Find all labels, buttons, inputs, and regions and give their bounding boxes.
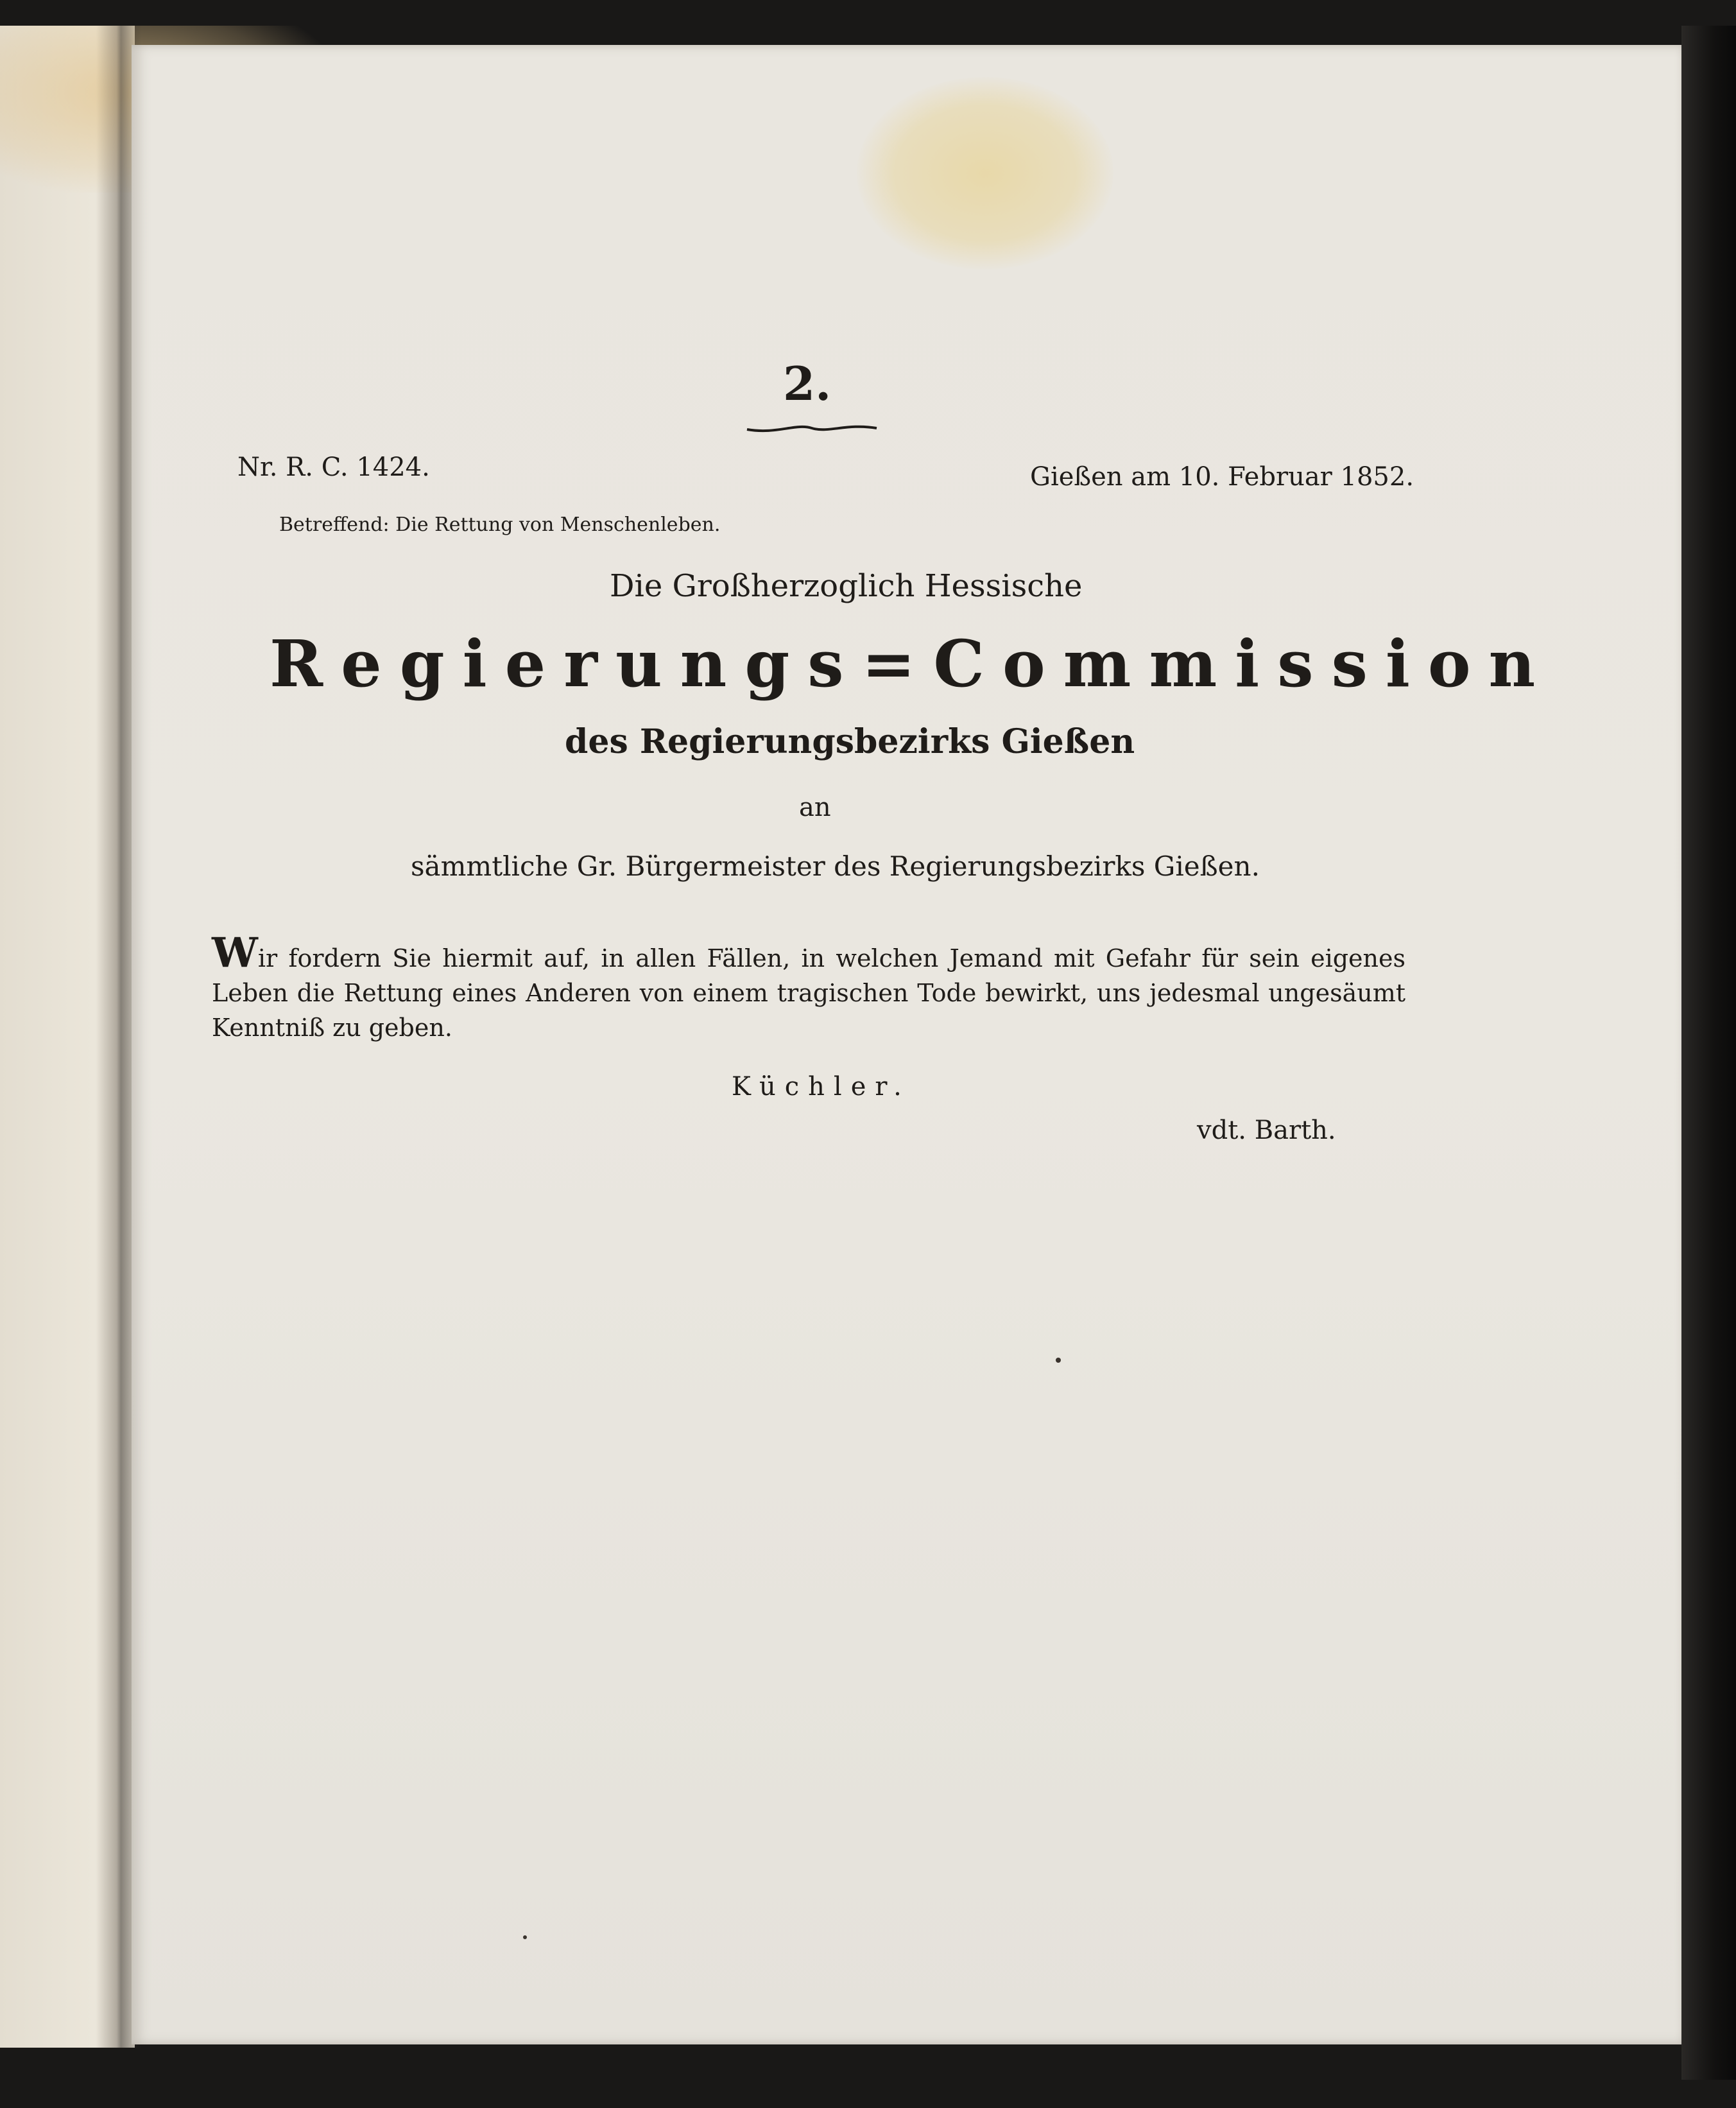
water-stain-top [857, 77, 1113, 270]
body-initial: W [212, 929, 258, 977]
place-and-date: Gießen am 10. Februar 1852. [1030, 462, 1414, 492]
signature: Küchler. [732, 1072, 911, 1102]
body-paragraph [212, 929, 1405, 1045]
ink-speck [1056, 1358, 1061, 1363]
document-number: 2. [783, 356, 832, 411]
heading-recipients: sämmtliche Gr. Bürgermeister des Regierungsbezirks Gießen. [411, 851, 1260, 882]
body-text: ir fordern Sie hiermit auf, in allen Fällen, in welchen Jemand mit Gefahr für sein eigenes Leben die Rettung eines Anderen von einem tragischen Tode bewirkt, uns jedesmal ungesäumt Kenntniß zu geben. [212, 944, 1405, 1042]
title-flourish [744, 420, 879, 436]
heading-commission: Regierungs=Commission [270, 626, 1554, 702]
ink-speck [523, 1935, 527, 1939]
heading-an: an [799, 793, 831, 822]
reference-number: Nr. R. C. 1424. [237, 453, 430, 482]
book-cover-edge [1681, 26, 1736, 2080]
heading-authority: Die Großherzoglich Hessische [610, 568, 1083, 604]
countersignature: vdt. Barth. [1197, 1116, 1336, 1145]
heading-district: des Regierungsbezirks Gießen [565, 722, 1135, 761]
subject-line: Betreffend: Die Rettung von Menschenleben. [279, 514, 721, 536]
